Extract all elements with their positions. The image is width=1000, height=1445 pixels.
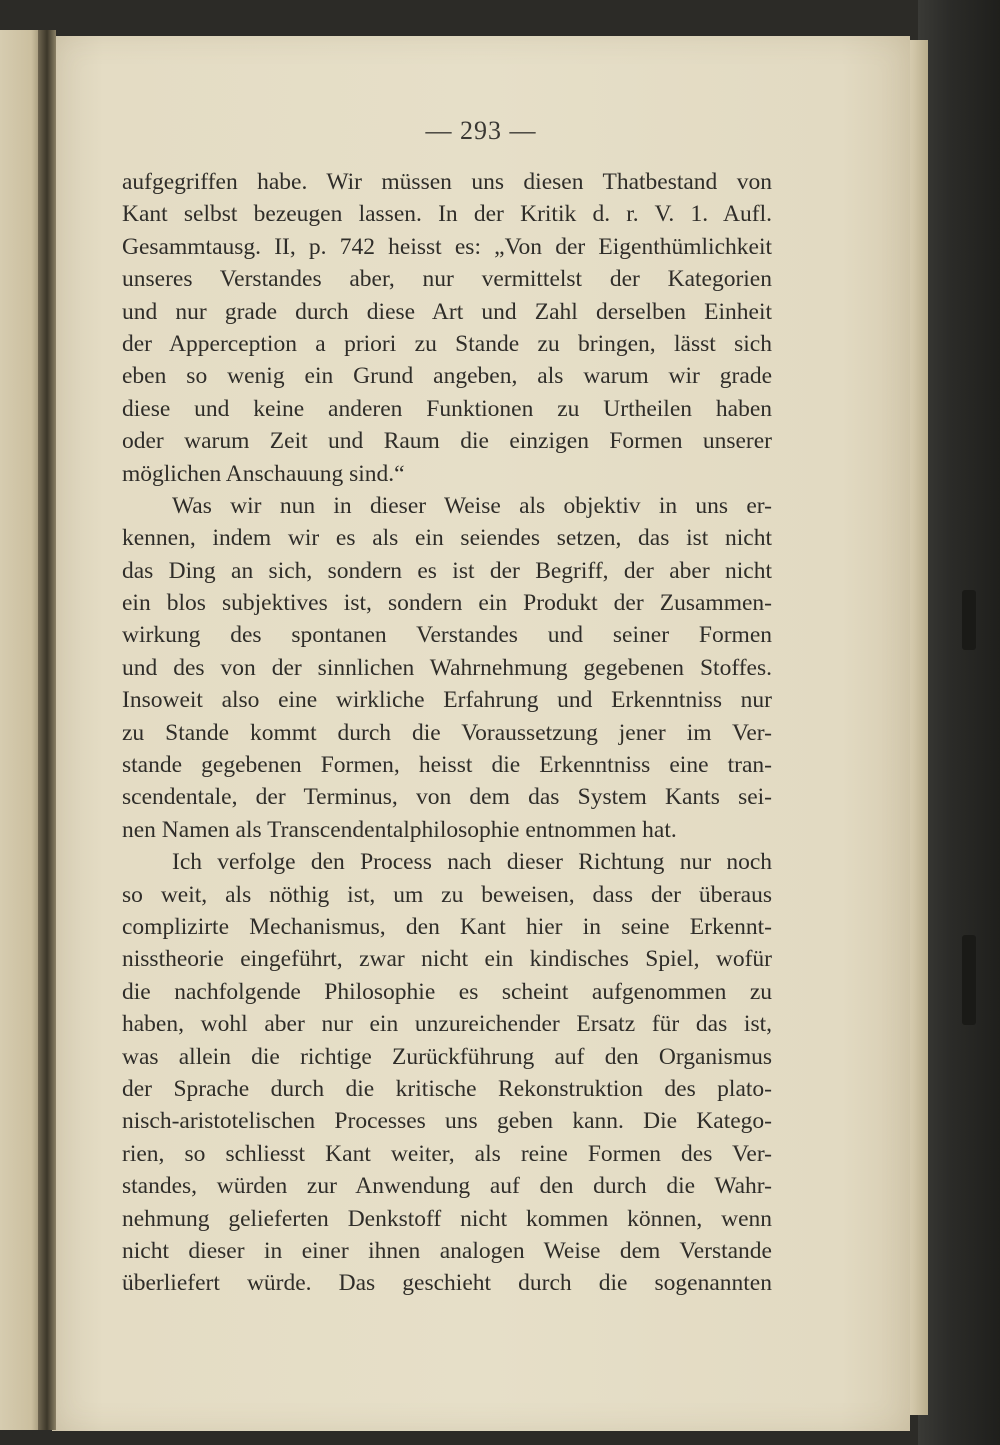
- text-line: haben, wohl aber nur ein unzureichender Ersatz für das ist,: [122, 1011, 772, 1038]
- text-line: Gesammtausg. II, p. 742 heisst es: „Von der Eigenthümlichkeit: [122, 233, 772, 260]
- text-line: Ich verfolge den Process nach dieser Richtung nur noch: [172, 849, 772, 876]
- text-line: der Sprache durch die kritische Rekonstruktion des plato-: [122, 1075, 772, 1102]
- text-line: überliefert würde. Das geschieht durch die sogenannten: [122, 1270, 772, 1297]
- text-line: kennen, indem wir es als ein seiendes setzen, das ist nicht: [122, 525, 772, 552]
- text-line: Insoweit also eine wirkliche Erfahrung und Erkenntniss nur: [122, 687, 772, 714]
- text-line: Kant selbst bezeugen lassen. In der Kritik d. r. V. 1. Aufl.: [122, 201, 772, 228]
- body-text: [122, 166, 772, 1300]
- text-line: die nachfolgende Philosophie es scheint aufgenommen zu: [122, 978, 772, 1005]
- text-line: nisch-aristotelischen Processes uns geben kann. Die Katego-: [122, 1108, 772, 1135]
- text-line: scendentale, der Terminus, von dem das System Kants sei-: [122, 784, 772, 811]
- text-line: das Ding an sich, sondern es ist der Begriff, der aber nicht: [122, 557, 772, 584]
- text-line: oder warum Zeit und Raum die einzigen Formen unserer: [122, 428, 772, 455]
- text-line: so weit, als nöthig ist, um zu beweisen, dass der überaus: [122, 881, 772, 908]
- text-line: complizirte Mechanismus, den Kant hier in seine Erkennt-: [122, 913, 772, 940]
- binding-clip: [962, 935, 976, 1025]
- text-line: nen Namen als Transcendentalphilosophie entnommen hat.: [122, 816, 677, 843]
- text-line: stande gegebenen Formen, heisst die Erkenntniss eine tran-: [122, 752, 772, 779]
- book-cover: [918, 0, 1000, 1445]
- text-line: nisstheorie eingeführt, zwar nicht ein kindisches Spiel, wofür: [122, 946, 772, 973]
- text-line: nehmung gelieferten Denkstoff nicht kommen können, wenn: [122, 1205, 772, 1232]
- text-line: zu Stande kommt durch die Voraussetzung jener im Ver-: [122, 719, 772, 746]
- book-gutter: [38, 30, 56, 1430]
- text-line: standes, würden zur Anwendung auf den durch die Wahr-: [122, 1173, 772, 1200]
- page-number: — 293 —: [425, 116, 537, 145]
- text-line: nicht dieser in einer ihnen analogen Weise dem Verstande: [122, 1237, 772, 1264]
- text-line: ein blos subjektives ist, sondern ein Produkt der Zusammen-: [122, 590, 772, 617]
- text-line: und nur grade durch diese Art und Zahl derselben Einheit: [122, 298, 772, 325]
- text-line: rien, so schliesst Kant weiter, als reine Formen des Ver-: [122, 1140, 772, 1167]
- text-line: aufgegriffen habe. Wir müssen uns diesen Thatbestand von: [122, 169, 772, 195]
- text-line: diese und keine anderen Funktionen zu Urtheilen haben: [122, 395, 772, 422]
- text-line: möglichen Anschauung sind.“: [122, 460, 405, 487]
- text-line: Was wir nun in dieser Weise als objektiv in uns er-: [172, 492, 772, 519]
- text-line: der Apperception a priori zu Stande zu bringen, lässt sich: [122, 330, 772, 357]
- text-line: wirkung des spontanen Verstandes und seiner Formen: [122, 622, 772, 649]
- book-page: [52, 36, 910, 1431]
- text-line: eben so wenig ein Grund angeben, als warum wir grade: [122, 363, 772, 390]
- text-line: was allein die richtige Zurückführung auf den Organismus: [122, 1043, 772, 1070]
- text-line: und des von der sinnlichen Wahrnehmung gegebenen Stoffes.: [122, 654, 772, 681]
- text-line: unseres Verstandes aber, nur vermittelst der Kategorien: [122, 266, 772, 293]
- binding-clip: [962, 590, 976, 650]
